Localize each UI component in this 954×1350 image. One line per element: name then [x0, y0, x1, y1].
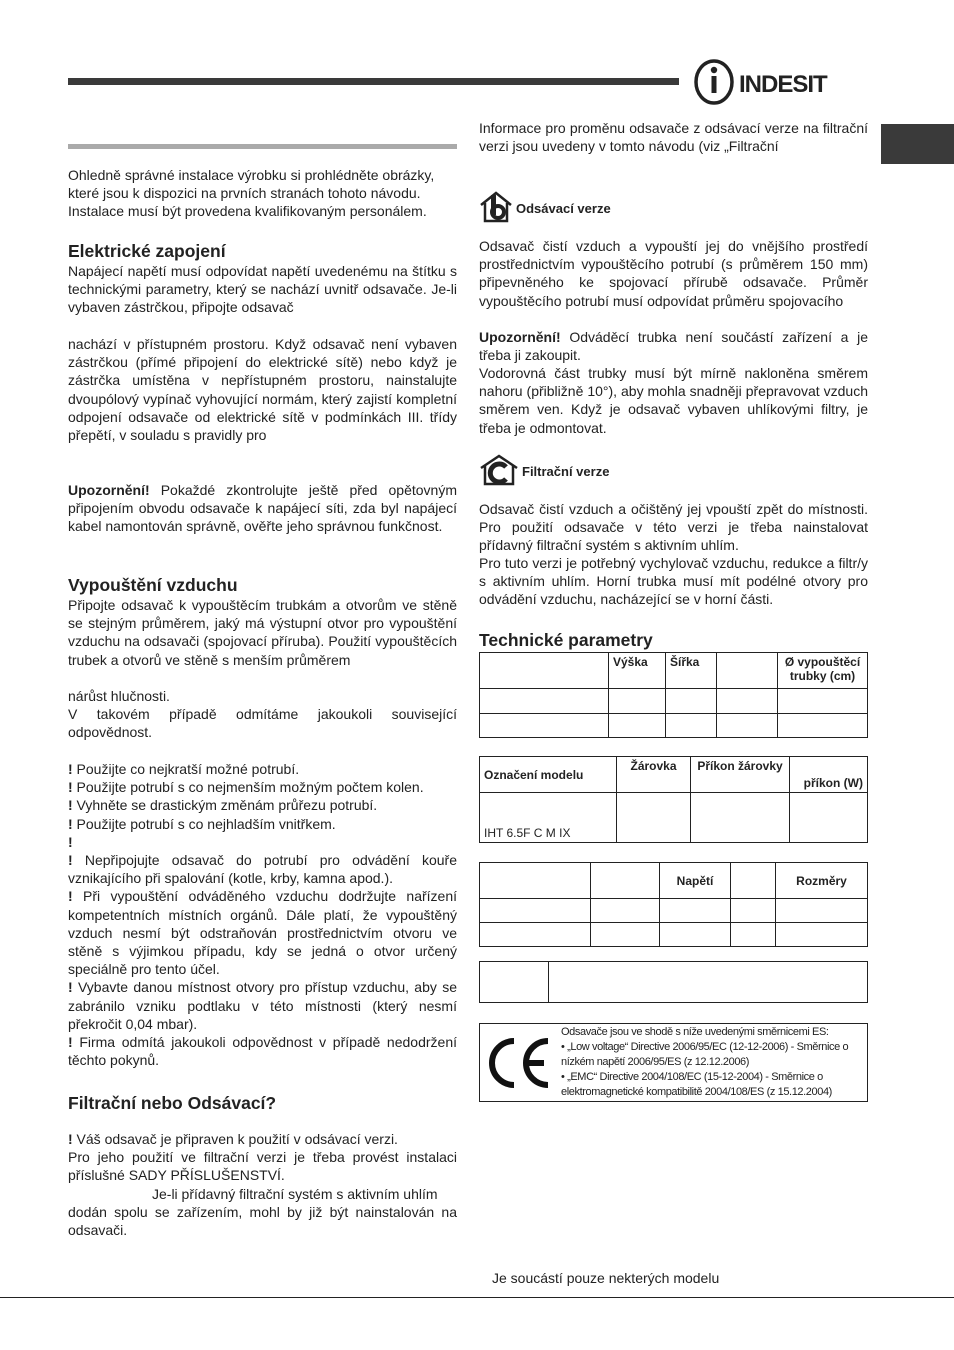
filter-text-3: Je-li přídavný filtrační systém s aktivním uhlím	[152, 1186, 438, 1202]
list-item	[68, 778, 457, 796]
list-item	[68, 796, 457, 814]
brand-logo	[693, 58, 871, 106]
intro-line: které jsou k dispozici na prvních stranách tohoto návodu.	[68, 185, 421, 202]
list-item-text: Použijte potrubí s co nejmenším možným počtem kolen.	[72, 779, 424, 796]
table-cell	[778, 689, 868, 714]
exclamation-icon: !	[68, 833, 73, 850]
filter-text-1-body: Váš odsavač je připraven k použití v odsávací verzi.	[72, 1131, 398, 1147]
table-header: Označení modelu	[480, 757, 617, 793]
suction-icon	[479, 190, 513, 224]
ce-line-3: • „EMC“ Directive 2004/108/EC (15-12-2004) - Směrnice o elektromagnetické kompatibilitě 2004/108/ES (z 15.12.2004)	[561, 1071, 832, 1098]
list-item-text: Použijte potrubí s co nejhladším vnitřkem.	[72, 815, 336, 832]
table-cell	[480, 714, 609, 738]
language-tab	[881, 124, 954, 164]
filter-text-1	[68, 1130, 457, 1148]
table-cell	[480, 863, 591, 899]
electrical-warning	[68, 481, 457, 536]
table-cell	[717, 653, 778, 689]
exhaust-title: Vypouštění vzduchu	[68, 575, 238, 595]
extra-table	[479, 961, 868, 1003]
table-cell	[778, 714, 868, 738]
exclamation-icon: !	[68, 852, 73, 869]
footer-rule	[0, 1297, 954, 1298]
table-cell	[666, 714, 717, 738]
exclamation-icon: !	[68, 779, 73, 796]
exhaust-text-1: Připojte odsavač k vypouštěcím trubkám a otvorům ve stěně se stejným průměrem, jaký má výstupní otvor pro vypouštění vzduchu na odsavači (spojovací příruba). Použití vypouštěcích trubek a otvorů ve stěně s menším průměrem	[68, 597, 457, 668]
table-cell	[480, 689, 609, 714]
table-cell	[660, 923, 731, 947]
list-item-text: Nepřipojujte odsavač do potrubí pro odvádění kouře vznikajícího při spalování (kotle, krby, kamna apod.).	[68, 852, 457, 887]
list-item-text: Firma odmítá jakoukoli odpovědnost v případě nedodržení těchto pokynů.	[68, 1034, 457, 1069]
list-item	[68, 833, 457, 851]
table-header: Výška	[609, 653, 666, 689]
table-header: Žárovka	[617, 757, 691, 793]
tech-title: Technické parametry	[479, 630, 653, 650]
table-cell	[609, 714, 666, 738]
ce-mark-icon	[486, 1036, 552, 1090]
table-cell	[666, 689, 717, 714]
ce-line-1: Odsavače jsou ve shodě s níže uvedenými směrnicemi ES:	[561, 1026, 829, 1038]
table-cell	[731, 863, 776, 899]
exhaust-text-2: nárůst hlučnosti.	[68, 688, 170, 704]
table-cell	[617, 793, 691, 843]
table-cell	[480, 923, 591, 947]
ce-compliance-box	[479, 1023, 868, 1102]
warning-label: Upozornění!	[68, 482, 150, 498]
table-header: příkon (W)	[790, 757, 868, 793]
brand-wordmark: indesit	[739, 62, 827, 100]
list-item	[68, 978, 457, 1033]
table-cell: IHT 6.5F C M IX	[480, 793, 617, 843]
table-header: Ø vypouštěcí trubky (cm)	[778, 653, 868, 689]
ce-line-2: • „Low voltage“ Directive 2006/95/EC (12-12-2006) - Směrnice o nízkém napětí 2006/95/ES (z 12.12.2006)	[561, 1041, 849, 1068]
table-cell	[691, 793, 790, 843]
list-item-text: Použijte co nejkratší možné potrubí.	[72, 761, 300, 777]
table-cell	[731, 899, 776, 923]
table-cell	[790, 793, 868, 843]
table-cell	[776, 899, 868, 923]
exclamation-icon: !	[68, 761, 73, 777]
table-cell	[480, 962, 549, 1003]
filter-text-2: Pro jeho použití ve filtrační verzi je třeba provést instalaci příslušné SADY PŘÍSLUŠENSTVÍ.	[68, 1149, 457, 1184]
filtration-icon	[479, 453, 519, 487]
electrical-text-1: Napájecí napětí musí odpovídat napětí uvedenému na štítku s technickými parametry, který se nachází uvnitř odsavače. Je-li vybaven zástrčkou, připojte odsavač	[68, 263, 457, 316]
exclamation-icon: !	[68, 888, 73, 905]
electrical-table	[479, 862, 868, 947]
filtration-label: Filtrační verze	[522, 464, 610, 479]
table-cell	[591, 923, 660, 947]
model-table	[479, 756, 868, 843]
table-cell	[717, 714, 778, 738]
table-cell	[591, 863, 660, 899]
intro-line: Instalace musí být provedena kvalifikovaným personálem.	[68, 203, 427, 220]
table-header: Příkon žárovky	[691, 757, 790, 793]
section-rule	[68, 144, 457, 149]
table-cell	[776, 923, 868, 947]
suction-label: Odsávací verze	[516, 201, 611, 216]
header-rule	[68, 78, 679, 85]
intro-text	[68, 166, 457, 221]
exclamation-icon: !	[68, 797, 73, 814]
suction-text-2: Vodorovná část trubky musí být mírně nakloněna směrem nahoru (přibližně 10°), aby mohla snadněji přepravovat vzduch směrem ven. Když je odsavač vybaven uhlíkovými filtry, je třeba je odmontovat.	[479, 365, 868, 436]
table-cell	[609, 689, 666, 714]
list-item	[68, 1033, 457, 1069]
filtration-text: Odsavač čistí vzduch a očištěný jej vpouští zpět do místnosti. Pro použití odsavače v této verzi je třeba nainstalovat přídavný filtrační systém s aktivním uhlím.	[479, 501, 868, 554]
exhaust-bullets	[68, 760, 457, 1069]
table-header: Šířka	[666, 653, 717, 689]
warning-label: Upozornění!	[479, 329, 561, 345]
list-item	[68, 760, 457, 778]
table-cell	[731, 923, 776, 947]
table-cell	[591, 899, 660, 923]
table-cell	[717, 689, 778, 714]
list-item	[68, 887, 457, 978]
right-intro: Informace pro proměnu odsavače z odsávací verze na filtrační verzi jsou uvedeny v tomto návodu (viz „Filtrační	[479, 120, 868, 155]
exclamation-icon: !	[68, 815, 73, 832]
warning-text: Pokaždé zkontrolujte ještě před opětovným připojením obvodu odsavače k napájecí síti, zda byl napájecí kabel namontován správně, ověřte jeho správnou funkčnost.	[68, 482, 457, 535]
electrical-text-2: nachází v přístupném prostoru. Když odsavač není vybaven zástrčkou (přímé připojení do elektrické sítě) nebo když je zástrčka umístěna v nepřístupném prostoru, nainstalujte dvoupólový vypínač vyhovující normám, který zajistí kompletní odpojení odsavače od elektrické sítě v podmínkách III. třídy přepětí, v souladu s pravidly pro	[68, 336, 457, 444]
table-cell	[660, 899, 731, 923]
intro-line: Ohledně správné instalace výrobku si prohlédněte obrázky,	[68, 167, 435, 183]
table-header: Napětí	[660, 863, 731, 899]
suction-warning	[479, 328, 868, 364]
dimensions-table	[479, 652, 868, 738]
exhaust-text-3: V takovém případě odmítáme jakoukoli související odpovědnost.	[68, 706, 457, 741]
list-item-text: Vyhněte se drastickým změnám průřezu potrubí.	[72, 797, 378, 814]
footnote: Je soucástí pouze nekterých modelu	[492, 1270, 720, 1286]
list-item	[68, 851, 457, 887]
list-item-text: Při vypouštění odváděného vzduchu dodržujte nařízení kompetentních místních orgánů. Dále platí, že vypouštěný vzduch nesmí být odstraňován prostřednictvím otvoru ve stěně s výjimkou případu, kdy se jedná o otvor určený speciálně pro tento účel.	[68, 888, 457, 978]
table-cell	[549, 962, 868, 1003]
filter-title: Filtrační nebo Odsávací?	[68, 1093, 277, 1113]
electrical-title: Elektrické zapojení	[68, 241, 226, 261]
exclamation-icon: !	[68, 1034, 73, 1051]
filter-text-4: dodán spolu se zařízením, mohl by již být nainstalován na odsavači.	[68, 1204, 457, 1239]
list-item	[68, 815, 457, 833]
warning-text: Odváděcí trubka není součástí zařízení a je třeba ji zakoupit.	[479, 329, 868, 364]
exclamation-icon: !	[68, 1131, 73, 1147]
exclamation-icon: !	[68, 979, 73, 996]
suction-text: Odsavač čistí vzduch a vypouští jej do vnějšího prostředí prostřednictvím vypouštěcího potrubí (s průměrem 150 mm) připevněného ke spojovací přírubě odsavače. Průměr vypouštěcího potrubí musí odpovídat průměru spojovacího	[479, 238, 868, 309]
filtration-text-2: Pro tuto verzi je potřebný vychylovač vzduchu, redukce a filtr/y s aktivním uhlím. Horní trubka musí mít podélné otvory pro odvádění vzduchu, nacházející se v horní části.	[479, 555, 868, 608]
list-item-text: Vybavte danou místnost otvory pro přístup vzduchu, aby se zabránilo vzniku podtlaku v této místnosti (který nesmí překročit 0,04 mbar).	[68, 979, 457, 1032]
table-cell	[480, 899, 591, 923]
table-header: Rozměry	[776, 863, 868, 899]
table-cell	[480, 653, 609, 689]
